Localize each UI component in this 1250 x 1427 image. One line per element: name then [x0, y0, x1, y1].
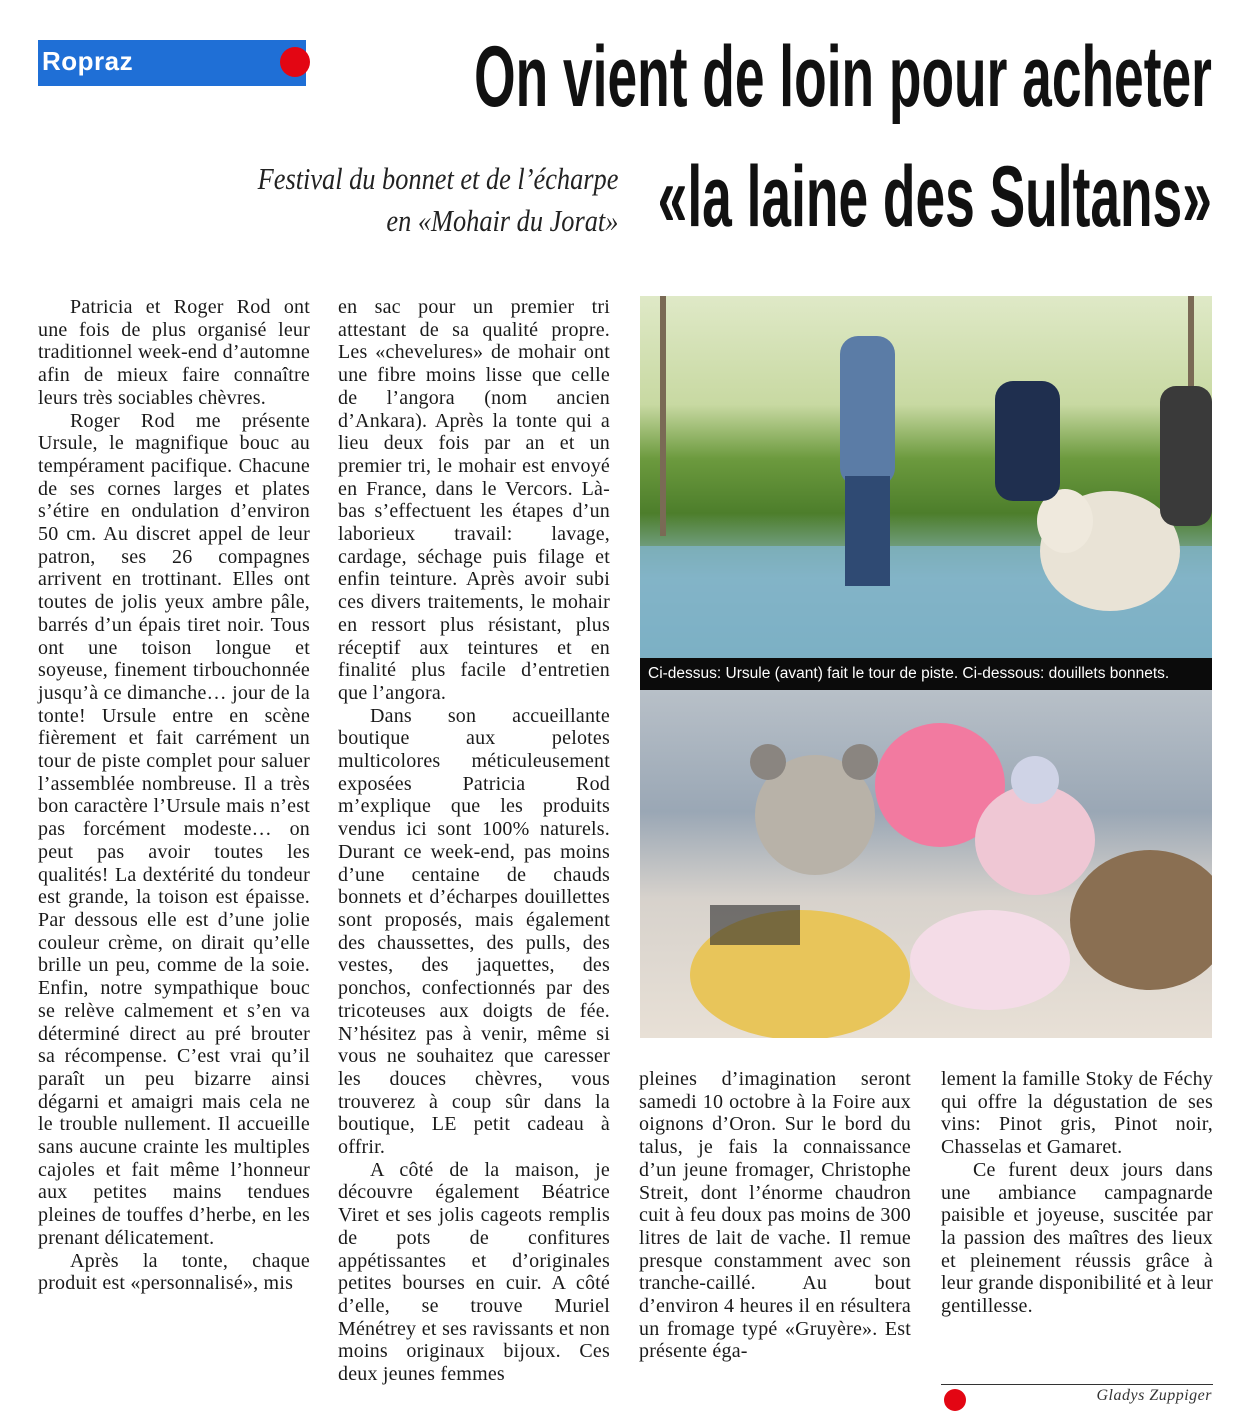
photo-goat-shearing-illustration — [640, 296, 1212, 658]
paragraph: A côté de la maison, je découvre également Béatrice Viret et ses jolis cageots remplis de pots de confitures appétissantes et d’originales petites bourses en cuir. A côté d’elle, se trouve Muriel Ménétrey et ses ravissants et non moins originaux bijoux. Ces deux jeunes femmes — [338, 1158, 610, 1386]
headline-line-2: «la laine des Sultans» — [657, 149, 1212, 245]
paragraph: Après la tonte, chaque produit est «personnalisé», mis — [38, 1249, 310, 1295]
subheadline — [257, 158, 618, 242]
caption-text: Ci-dessus: Ursule (avant) fait le tour de piste. Ci-dessous: douillets bonnets. — [648, 665, 1170, 682]
author-byline: Gladys Zuppiger — [1096, 1387, 1212, 1404]
paragraph: lement la famille Stoky de Féchy qui offre la dégustation de ses vins: Pinot gris, Pinot noir, Chasselas et Gamaret. — [941, 1068, 1213, 1159]
article-column-2 — [338, 296, 610, 1386]
byline-divider — [941, 1384, 1213, 1385]
subhead-line-2: en «Mohair du Jorat» — [385, 203, 618, 238]
photo-goat-shearing — [640, 296, 1212, 658]
paragraph: Dans son accueillante boutique aux pelotes multicolores méticuleusement exposées Patricia Rod m’explique que les produits vendus ici sont 100% naturels. Durant ce week-end, pas moins d’une centaine de chauds bonnets et d’écharpes douillettes sont proposés, mais également des chaussettes, des pulls, des vestes, des jaquettes, des ponchos, confectionnés par des tricoteuses aux doigts de fée. N’hésitez pas à venir, même si vous ne souhaitez que caresser les douces chèvres, vous trouverez à coup sûr dans la boutique, LE petit cadeau à offrir. — [338, 704, 610, 1159]
paragraph: Roger Rod me présente Ursule, le magnifique bouc au tempérament pacifique. Chacune de ses cornes larges et plates s’étire en ondulation d’environ 50 cm. Au discret appel de leur patron, ses 26 compagnes arrivent en trottinant. Elles ont toutes de jolis yeux ambre pâle, barrés d’un épais tiret noir. Tous ont une toison longue et soyeuse, finement tirbouchonnée jusqu’à ce dimanche… jour de la tonte! Ursule entre en scène fièrement et fait carrément un tour de piste complet pour saluer l’assemblée nombreuse. Il a très bon caractère l’Ursule mais n’est pas forcément modeste… on peut pas avoir toutes les qualités! La dextérité du tondeur est grande, la toison est épaisse. Par dessous elle est d’une jolie couleur crème, on dirait qu’elle brille un peu, comme de la soie. Enfin, notre sympathique bouc se relève calmement et s’en va déterminé direct au pré brouter sa récompense. C’est vrai qu’il paraît un peu bizarre ainsi dégarni et amaigri mais cela ne le trouble nullement. Il accueille sans aucune crainte les multiples cajoles et fait même l’honneur aux petites mains tendues pleines de touffes d’herbe, en les prenant délicatement. — [38, 409, 310, 1249]
photo-caption — [640, 658, 1212, 690]
photo-knitted-bonnets — [640, 690, 1212, 1038]
article-column-3 — [639, 1068, 911, 1363]
subhead-line-1: Festival du bonnet et de l’écharpe — [257, 161, 618, 196]
article-column-1 — [38, 296, 310, 1295]
red-dot-icon — [280, 47, 310, 77]
paragraph: Patricia et Roger Rod ont une fois de plus organisé leur traditionnel week-end d’automne afin de mieux faire connaître leurs très sociables chèvres. — [38, 296, 310, 409]
paragraph: en sac pour un premier tri attestant de sa qualité propre. Les «chevelures» de mohair ont une fibre moins lisse que celle de l’angora (nom ancien d’Ankara). Après la tonte qui a lieu deux fois par an et un premier tri, le mohair est envoyé en France, dans le Vercors. Là-bas s’effectuent les étapes d’un laborieux travail: lavage, cardage, séchage puis filage et enfin teinture. Après avoir subi ces divers traitements, le mohair en ressort plus résistant, plus réceptif aux teintures et en finalité plus facile d’entretien que l’angora. — [338, 296, 610, 704]
paragraph: pleines d’imagination seront samedi 10 octobre à la Foire aux oignons d’Oron. Sur le bord du talus, je fais la connaissance d’un jeune fromager, Christophe Streit, dont l’énorme chaudron cuit à feu doux pas moins de 300 litres de lait de vache. Il remue presque constamment avec son tranche-caillé. Au bout d’environ 4 heures il en résultera un fromage typé «Gruyère». Est présente éga- — [639, 1068, 911, 1363]
red-dot-icon — [944, 1389, 966, 1411]
kicker-label: Ropraz — [42, 46, 134, 76]
paragraph: Ce furent deux jours dans une ambiance campagnarde paisible et joyeuse, suscitée par la passion des maîtres des lieux et pleinement réussis grâce à leur grande disponibilité et à leur gentillesse. — [941, 1158, 1213, 1318]
article-column-4 — [941, 1068, 1213, 1318]
headline-line-1: On vient de loin pour acheter — [474, 29, 1212, 125]
photo-bonnets-illustration — [640, 690, 1212, 1038]
section-kicker — [38, 40, 306, 86]
